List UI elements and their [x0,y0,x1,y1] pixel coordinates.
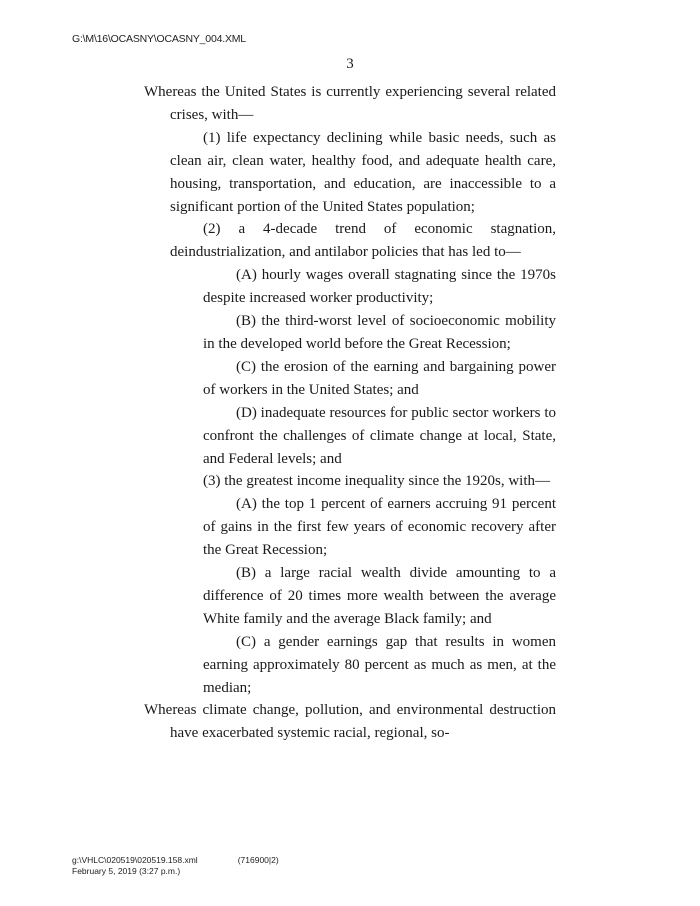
header-file-path: G:\M\16\OCASNY\OCASNY_004.XML [72,33,246,45]
whereas-clause: Whereas climate change, pollution, and environmental destruction have exacerbated systemic racial, regional, so- [144,702,556,742]
lettered-subclause: (A) the top 1 percent of earners accruing 91 percent of gains in the first few years of economic recovery after the Great Recession; [203,496,556,559]
numbered-clause: (1) life expectancy declining while basic needs, such as clean air, clean water, healthy food, and adequate health care, housing, transportation, and education, are inaccessible to a significant portion of the United States population; [170,129,556,215]
lettered-subclause: (C) a gender earnings gap that results in women earning approximately 80 percent as much as men, at the median; [203,633,556,696]
footer-file: g:\VHLC\020519\020519.158.xml [72,855,198,865]
footer-doc-id: (716900|2) [237,855,279,865]
bill-text-body [0,81,700,745]
page-footer [72,855,279,877]
lettered-subclause: (C) the erosion of the earning and bargaining power of workers in the United States; and [203,358,556,398]
lettered-subclause: (A) hourly wages overall stagnating since the 1970s despite increased worker productivity; [203,267,556,307]
page-number: 3 [346,56,354,72]
footer-timestamp: February 5, 2019 (3:27 p.m.) [72,866,181,876]
lettered-subclause: (B) the third-worst level of socioeconomic mobility in the developed world before the Great Recession; [203,313,556,352]
lettered-subclause: (B) a large racial wealth divide amounting to a difference of 20 times more wealth between the average White family and the average Black family; and [203,565,556,627]
whereas-clause: Whereas the United States is currently experiencing several related crises, with— [144,84,556,123]
numbered-clause: (3) the greatest income inequality since the 1920s, with— [203,473,550,490]
lettered-subclause: (D) inadequate resources for public sector workers to confront the challenges of climate change at local, State, and Federal levels; and [203,404,556,467]
numbered-clause: (2) a 4-decade trend of economic stagnation, deindustrialization, and antilabor policies that has led to— [170,221,556,261]
